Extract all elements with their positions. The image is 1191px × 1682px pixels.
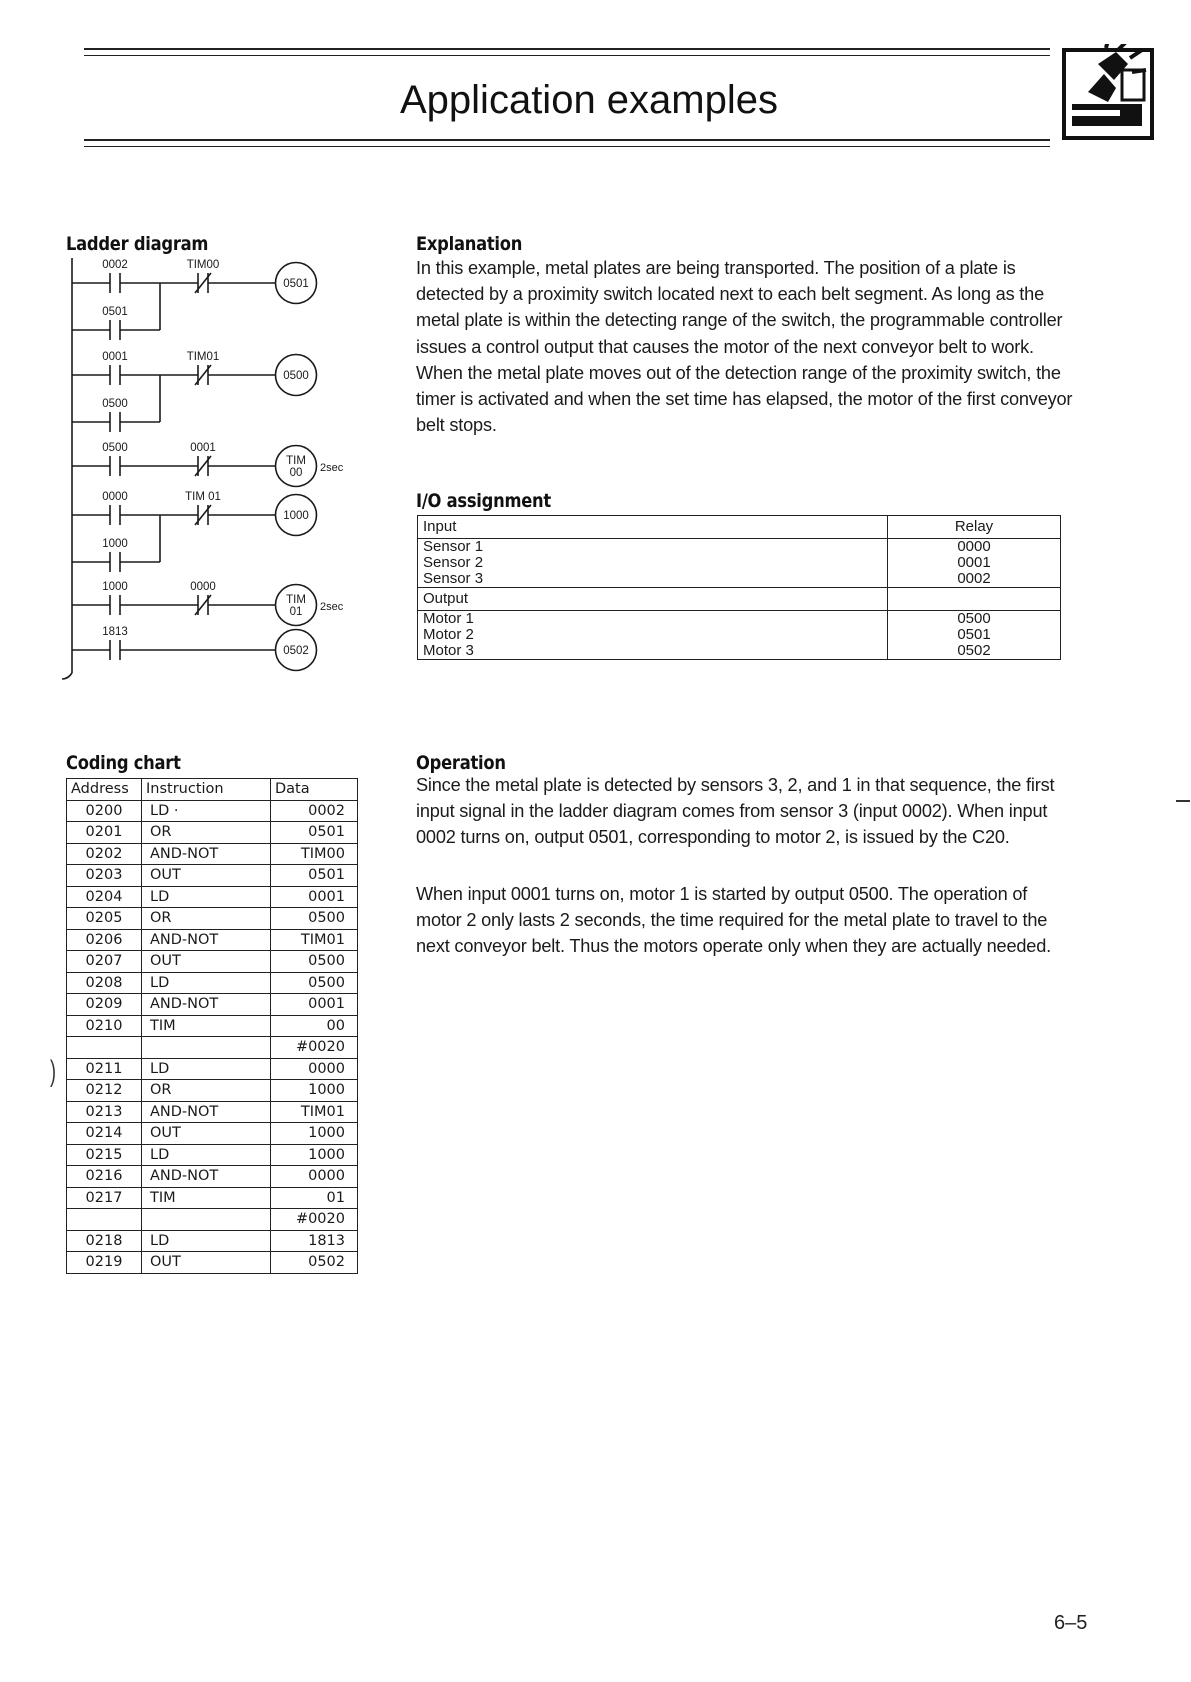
- coding-cell-instruction: AND-NOT: [142, 1101, 271, 1123]
- io-output-label: Output: [418, 588, 888, 611]
- coding-cell-data: 0500: [271, 908, 358, 930]
- io-input-relay: 0000: [957, 538, 991, 555]
- coding-cell-address: [67, 1209, 142, 1231]
- page-number: 6–5: [1054, 1612, 1088, 1634]
- margin-dash-mark: [1176, 800, 1190, 802]
- light-bulb-logo-icon: [1058, 44, 1158, 144]
- io-output-label-blank: [888, 588, 1061, 611]
- io-output-names: [418, 611, 888, 660]
- io-input-name: Sensor 2: [423, 554, 484, 571]
- io-input-names: [418, 539, 888, 588]
- coding-row: [67, 951, 358, 973]
- coding-cell-data: TIM00: [271, 843, 358, 865]
- operation-paragraph-2: When input 0001 turns on, motor 1 is started by output 0500. The operation of motor 2 only lasts 2 seconds, the time required for the metal plate to travel to the next conveyor belt. Thus the motors operate only when they are actually needed.: [416, 883, 1051, 957]
- coding-cell-instruction: OR: [142, 908, 271, 930]
- coding-cell-address: 0217: [67, 1187, 142, 1209]
- margin-bracket-mark: ): [50, 1055, 56, 1088]
- io-heading: I/O assignment: [416, 490, 551, 512]
- coding-cell-instruction: LD: [142, 1058, 271, 1080]
- io-assignment-table: [417, 515, 1061, 660]
- contact-label: TIM00: [186, 259, 220, 271]
- coding-cell-data: 0000: [271, 1166, 358, 1188]
- coding-chart-table: [66, 778, 358, 1274]
- coding-row: [67, 908, 358, 930]
- coding-cell-data: 0002: [271, 800, 358, 822]
- coding-cell-address: 0212: [67, 1080, 142, 1102]
- coding-row: [67, 1058, 358, 1080]
- coding-col-instruction: Instruction: [142, 779, 271, 801]
- coil-label: 0502: [283, 645, 309, 657]
- coding-cell-address: 0207: [67, 951, 142, 973]
- coding-cell-data: 0001: [271, 994, 358, 1016]
- coding-cell-data: 0001: [271, 886, 358, 908]
- coding-row: [67, 1037, 358, 1059]
- coil-label: 0501: [283, 278, 309, 290]
- coding-cell-address: 0209: [67, 994, 142, 1016]
- contact-label: 1813: [102, 626, 128, 638]
- coding-cell-instruction: OUT: [142, 1252, 271, 1274]
- coding-cell-data: 0501: [271, 822, 358, 844]
- page-title: Application examples: [400, 78, 778, 122]
- coding-cell-data: 1813: [271, 1230, 358, 1252]
- coding-row: [67, 1080, 358, 1102]
- contact-label: 0002: [102, 259, 128, 271]
- coding-cell-instruction: OUT: [142, 1123, 271, 1145]
- explanation-heading: Explanation: [416, 233, 523, 255]
- io-output-relay: 0502: [957, 642, 991, 659]
- coding-cell-address: 0213: [67, 1101, 142, 1123]
- io-output-name: Motor 1: [423, 610, 474, 627]
- header-rule-top: [84, 48, 1050, 50]
- operation-text: [416, 772, 1076, 959]
- coding-cell-instruction: [142, 1037, 271, 1059]
- coding-row: [67, 1252, 358, 1274]
- header-rule-bottom: [84, 139, 1050, 141]
- coding-cell-address: 0206: [67, 929, 142, 951]
- ladder-rail-hook-bottom: [62, 673, 72, 679]
- coding-cell-address: 0205: [67, 908, 142, 930]
- timer-setting-label: 2sec: [320, 601, 344, 613]
- coding-cell-instruction: AND-NOT: [142, 843, 271, 865]
- coding-row: [67, 865, 358, 887]
- coding-cell-data: 0500: [271, 972, 358, 994]
- coding-cell-address: 0201: [67, 822, 142, 844]
- coding-cell-data: #0020: [271, 1037, 358, 1059]
- contact-label: TIM01: [186, 351, 220, 363]
- operation-heading: Operation: [416, 752, 506, 774]
- timer-coil-number: 00: [289, 467, 303, 479]
- ladder-heading: Ladder diagram: [66, 233, 209, 255]
- timer-coil-label: TIM: [286, 594, 306, 606]
- contact-label: 0001: [190, 442, 216, 454]
- coding-cell-data: 0502: [271, 1252, 358, 1274]
- operation-paragraph-1: Since the metal plate is detected by sensors 3, 2, and 1 in that sequence, the first input signal in the ladder diagram comes from sensor 3 (input 0002). When input 0002 turns on, output 0501, corresponding to motor 2, is issued by the C20.: [416, 775, 1055, 848]
- coding-heading: Coding chart: [66, 752, 181, 774]
- coding-cell-address: 0216: [67, 1166, 142, 1188]
- io-output-name: Motor 2: [423, 626, 474, 643]
- coding-cell-data: 1000: [271, 1123, 358, 1145]
- coding-cell-instruction: AND-NOT: [142, 929, 271, 951]
- coding-cell-instruction: OUT: [142, 951, 271, 973]
- contact-label: 0500: [102, 442, 128, 454]
- coding-row: [67, 1209, 358, 1231]
- coding-cell-data: 00: [271, 1015, 358, 1037]
- contact-label: 0000: [102, 491, 128, 503]
- coding-row: [67, 1144, 358, 1166]
- coding-row: [67, 972, 358, 994]
- coding-cell-data: 0501: [271, 865, 358, 887]
- contact-label: 0500: [102, 398, 128, 410]
- coding-cell-instruction: AND-NOT: [142, 994, 271, 1016]
- coding-row: [67, 1166, 358, 1188]
- coding-cell-instruction: TIM: [142, 1187, 271, 1209]
- coding-cell-instruction: LD: [142, 886, 271, 908]
- io-output-name: Motor 3: [423, 642, 474, 659]
- coding-cell-address: 0208: [67, 972, 142, 994]
- coding-cell-instruction: [142, 1209, 271, 1231]
- io-output-relay: 0500: [957, 610, 991, 627]
- contact-label: 1000: [102, 538, 128, 550]
- coding-cell-address: 0214: [67, 1123, 142, 1145]
- io-header-relay: Relay: [888, 516, 1061, 539]
- contact-label: 1000: [102, 581, 128, 593]
- coding-cell-instruction: LD: [142, 972, 271, 994]
- coding-cell-instruction: LD: [142, 1230, 271, 1252]
- io-output-relays: [888, 611, 1061, 660]
- coding-row: [67, 886, 358, 908]
- timer-setting-label: 2sec: [320, 462, 344, 474]
- coding-cell-address: 0210: [67, 1015, 142, 1037]
- coding-cell-data: 1000: [271, 1080, 358, 1102]
- coding-cell-address: 0200: [67, 800, 142, 822]
- coding-cell-instruction: OUT: [142, 865, 271, 887]
- timer-coil-label: TIM: [286, 455, 306, 467]
- io-input-relays: [888, 539, 1061, 588]
- coding-col-data: Data: [271, 779, 358, 801]
- coding-cell-data: TIM01: [271, 1101, 358, 1123]
- timer-coil-number: 01: [289, 606, 303, 618]
- coding-cell-address: 0203: [67, 865, 142, 887]
- coding-col-address: Address: [67, 779, 142, 801]
- coding-cell-instruction: TIM: [142, 1015, 271, 1037]
- coding-cell-data: #0020: [271, 1209, 358, 1231]
- coding-cell-instruction: LD: [142, 1144, 271, 1166]
- io-input-relay: 0001: [957, 554, 991, 571]
- coding-cell-data: 1000: [271, 1144, 358, 1166]
- coding-cell-address: 0202: [67, 843, 142, 865]
- ladder-diagram: [60, 258, 390, 728]
- coding-row: [67, 1101, 358, 1123]
- coding-row: [67, 800, 358, 822]
- header-rule-top-thin: [84, 55, 1050, 56]
- contact-label: 0000: [190, 581, 216, 593]
- explanation-paragraph: In this example, metal plates are being transported. The position of a plate is detected by a proximity switch located next to each belt segment. As long as the metal plate is within the detecting range of the switch, the programmable controller issues a control output that causes the motor of the next conveyor belt to work. When the metal plate moves out of the detection range of the proximity switch, the timer is activated and when the set time has elapsed, the motor of the first conveyor belt stops.: [416, 258, 1073, 436]
- coding-cell-data: TIM01: [271, 929, 358, 951]
- coding-row: [67, 843, 358, 865]
- coding-cell-data: 01: [271, 1187, 358, 1209]
- coding-cell-address: [67, 1037, 142, 1059]
- coding-cell-address: 0219: [67, 1252, 142, 1274]
- coding-cell-data: 0500: [271, 951, 358, 973]
- io-input-relay: 0002: [957, 570, 991, 587]
- coding-cell-address: 0215: [67, 1144, 142, 1166]
- header-rule-bottom-thin: [84, 146, 1050, 147]
- coding-row: [67, 1015, 358, 1037]
- coding-cell-address: 0204: [67, 886, 142, 908]
- coding-row: [67, 1187, 358, 1209]
- coding-row: [67, 822, 358, 844]
- coding-cell-data: 0000: [271, 1058, 358, 1080]
- io-header-input: Input: [418, 516, 888, 539]
- coding-row: [67, 1123, 358, 1145]
- coding-cell-instruction: OR: [142, 1080, 271, 1102]
- coding-cell-address: 0218: [67, 1230, 142, 1252]
- io-output-relay: 0501: [957, 626, 991, 643]
- coding-chart-body: [67, 800, 358, 1273]
- coding-row: [67, 1230, 358, 1252]
- coil-label: 1000: [283, 510, 309, 522]
- coding-cell-instruction: OR: [142, 822, 271, 844]
- coding-cell-address: 0211: [67, 1058, 142, 1080]
- coding-row: [67, 929, 358, 951]
- io-input-name: Sensor 1: [423, 538, 484, 555]
- coil-label: 0500: [283, 370, 309, 382]
- explanation-text: [416, 255, 1076, 438]
- contact-label: 0501: [102, 306, 128, 318]
- contact-label: 0001: [102, 351, 128, 363]
- io-input-name: Sensor 3: [423, 570, 484, 587]
- coding-cell-instruction: AND-NOT: [142, 1166, 271, 1188]
- contact-label: TIM 01: [185, 491, 221, 503]
- coding-cell-instruction: LD ·: [142, 800, 271, 822]
- coding-row: [67, 994, 358, 1016]
